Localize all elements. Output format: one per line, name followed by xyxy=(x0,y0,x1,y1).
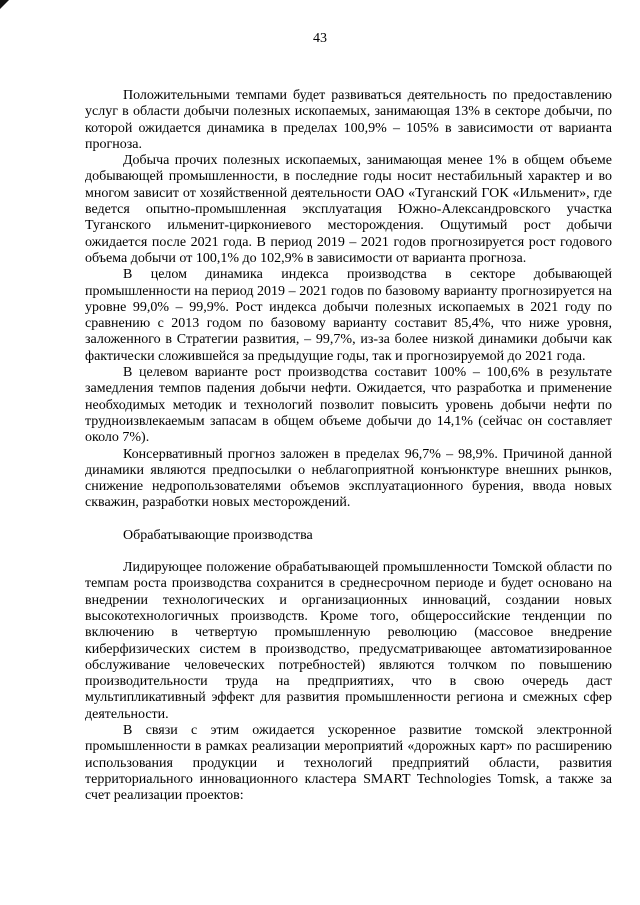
paragraph: Добыча прочих полезных ископаемых, занимающая менее 1% в общем объеме добывающей промышленности, в последние годы носит нестабильный характер и во многом зависит от хозяйственной деятельности ОАО «Туганский ГОК «Ильменит», где ведется опытно-промышленная эксплуатация Южно-Александровского участка Туганского ильменит-циркониевого месторождения. Ощутимый рост добычи ожидается после 2021 года. В период 2019 – 2021 годов прогнозируется рост годового объема добычи от 100,1% до 102,9% в зависимости от варианта прогноза. xyxy=(85,153,612,266)
paragraph: В целом динамика индекса производства в секторе добывающей промышленности на период 2019 – 2021 годов по базовому варианту прогнозируется на уровне 99,0% – 99,9%. Рост индекса добычи полезных ископаемых в 2021 году по сравнению с 2013 годом по базовому варианту составит 85,4%, что ниже уровня, заложенного в Стратегии развития, – 99,7%, из-за более низкой динамики добычи как фактически сложившейся за предыдущие годы, так и прогнозируемой до 2021 года. xyxy=(85,267,612,364)
paragraph: В связи с этим ожидается ускоренное развитие томской электронной промышленности в рамках реализации мероприятий «дорожных карт» по расширению использования продукции и технологий предприятий области, развития территориального инновационного кластера SMART Technologies Tomsk, а также за счет реализации проектов: xyxy=(85,722,612,804)
paragraph: Консервативный прогноз заложен в пределах 96,7% – 98,9%. Причиной данной динамики являются предпосылки о неблагоприятной конъюнктуре внешних рынков, снижение недропользователями объемов эксплуатационного бурения, ввода новых скважин, разработки новых месторождений. xyxy=(85,446,612,511)
paragraph: Лидирующее положение обрабатывающей промышленности Томской области по темпам роста производства сохранится в среднесрочном периоде и будет основано на внедрении технологических и организационных инноваций, создании новых высокотехнологичных производств. Кроме того, общероссийские тенденции по включению в четвертую промышленную революцию (массовое внедрение киберфизических систем в производство, предусматривающее автоматизированное обслуживание человеческих потребностей) являются толчком по повышению производительности труда на предприятиях, что в свою очередь даст мультипликативный эффект для развития промышленности региона и смежных сфер деятельности. xyxy=(85,560,612,722)
section-heading: Обрабатывающие производства xyxy=(123,527,313,543)
paragraph: В целевом варианте рост производства составит 100% – 100,6% в результате замедления темпов падения добычи нефти. Ожидается, что разработка и применение необходимых методик и технологий позволит повысить уровень добычи нефти по трудноизвлекаемым запасам в общем объеме добычи до 14,1% (сейчас он составляет около 7%). xyxy=(85,365,612,446)
document-body xyxy=(85,88,612,804)
paragraph: Положительными темпами будет развиваться деятельность по предоставлению услуг в области добычи полезных ископаемых, занимающая 13% в секторе добычи, по которой ожидается динамика в пределах 100,9% – 105% в зависимости от варианта прогноза. xyxy=(85,88,612,152)
page-number: 43 xyxy=(313,31,327,46)
scan-corner-artifact xyxy=(0,0,9,9)
